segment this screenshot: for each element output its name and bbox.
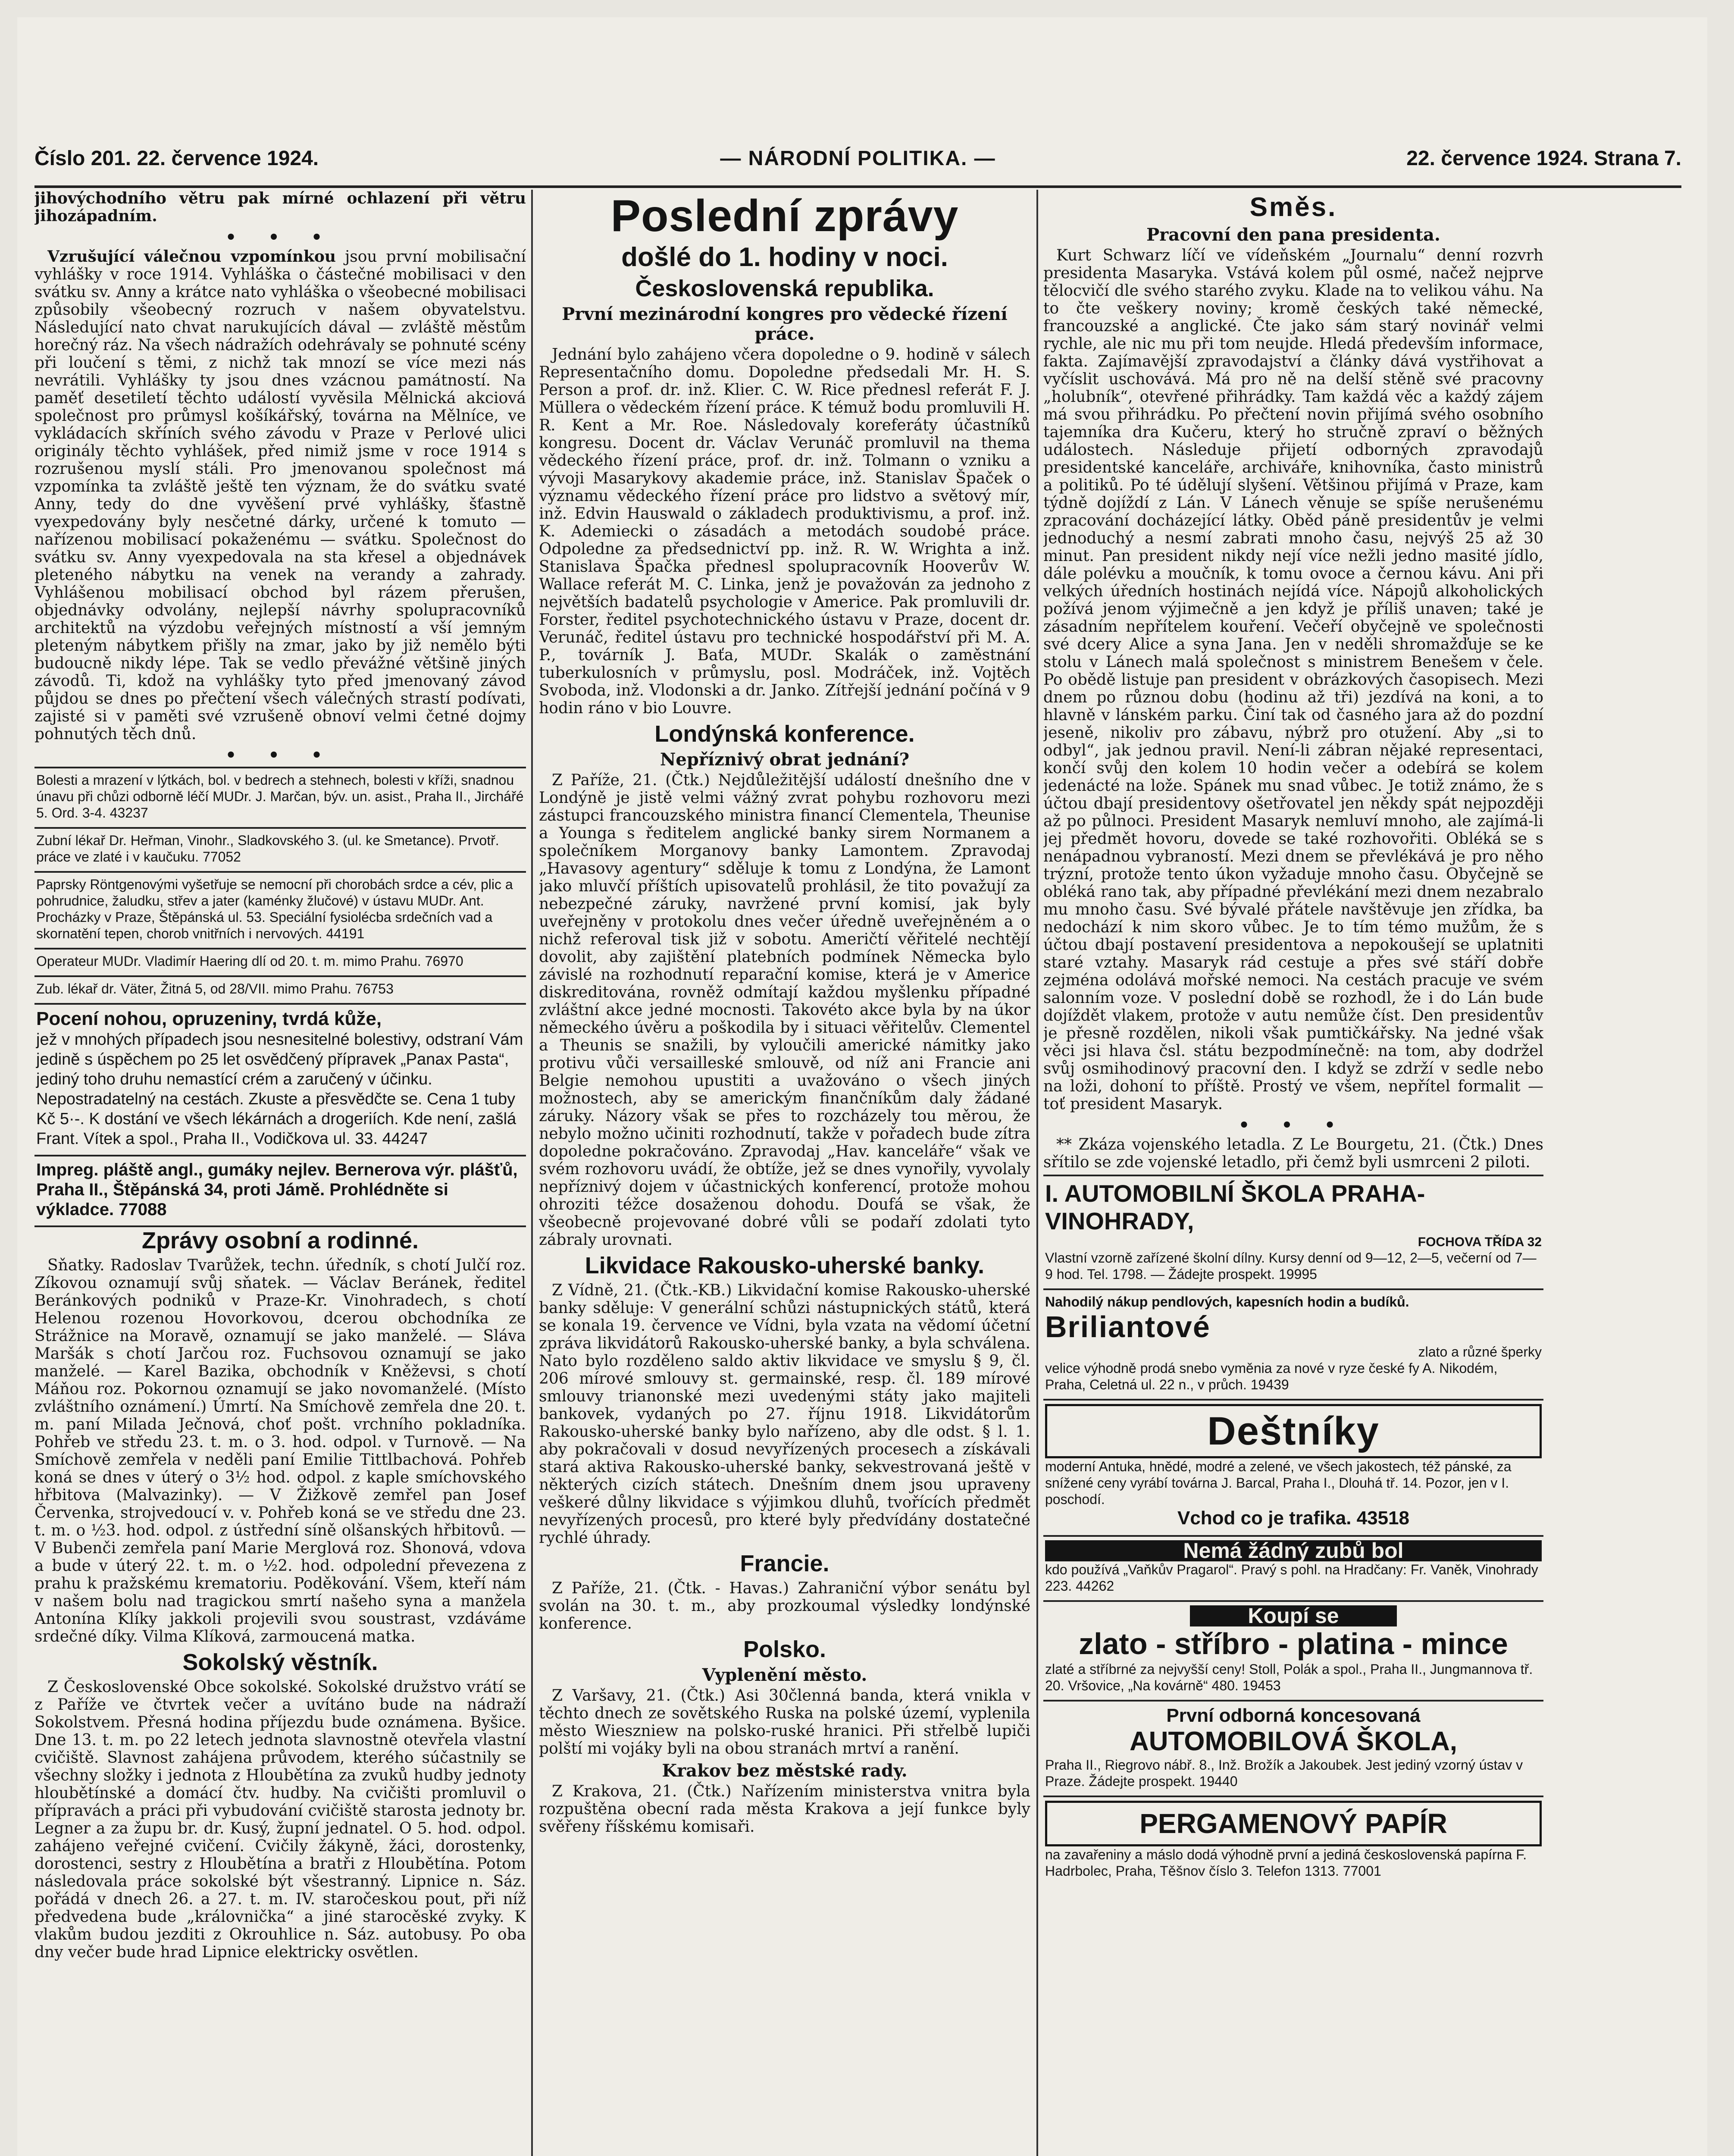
ad-brozik-school: První odborná koncesovaná AUTOMOBILOVÁ ŠKOLA, Praha II., Riegrovo nábř. 8., Inž. Brožík a Jakoubek. Jest jediný vzorný ústav v Praze. Žádejte prospekt. 19440: [1043, 1700, 1543, 1793]
london-subheading: Nepříznivý obrat jednání?: [660, 749, 910, 770]
ad-stoll-polak: Koupí se zlato - stříbro - platina - mince zlaté a stříbrné za nejvyšší ceny! Stoll, Polák a spol., Praha II., Jungmannova tř. 20. Vršovice, „Na kovárně“ 480. 19453: [1043, 1600, 1543, 1697]
latest-news-heading: Poslední zprávy: [610, 191, 959, 241]
ad-haering: Operateur MUDr. Vladimír Haering dlí od 20. t. m. mimo Prahu. 76970: [34, 948, 526, 973]
ad-heřman: Zubní lékař Dr. Heřman, Vinohr., Sladkovského 3. (ul. ke Smetance). Prvotř. práce ve zlaté i v kaučuku. 77052: [34, 827, 526, 868]
memory-text: jsou první mobilisační vyhlášky v roce 1914. Vyhláška o částečné mobilisaci v den svátku sv. Anny a krátce nato vyhláška o všeobecné mobilisaci způsobily všeobecný rozruch v našem obyvatelstvu. Následující nato chvat narukujících dával — zvláště městům horečný ráz. Na všech nádražích odehrávaly se pohnuté scény při loučení s těmi, z nichž tak mnozí se více mezi nás nevrátili. Vyhlášky ty jsou dnes vzácnou památností. Na paměť desetiletí těchto událostí vyvěsila Mělnická akciová společnost pro průmysl košíkářský, továrna na Mělníce, ve vykládacích skříních svého závodu v Praze v Perlové ulici originály těchto vyhlášek, před nimiž jsme v roce 1914 s rozrušenou myslí stáli. Pro jmenovanou společnost má vzpomínka ta zvláště ještě ten význam, že do svátku svaté Anny, tedy do dne vyvěšení prvé vyhlášky, šťastně vyexpedovány byly nesčetné dárky, určené k tomuto — nařízenou mobilisací pokaženému — svátku. Společnost do svátku sv. Anny vyexpedovala na sta křesel a objednávek pleteného nábytku na venek na verandy a zahrady. Vyhlášenou mobilisací obchod byl rázem přerušen, objednávky odvolány, nejlepší návrhy spolupracovníků architektů na výzdobu veřejných místností a vší jemným pleteným nábytkem přišly na zmar, jako by již nemělo býti budoucně nikdy lépe. Tak se vedlo převážné většině jiných závodů. Ti, kdož na vyhlášky tyto před jmenovaný závod půjdou se dnes po přečtení všech válečných strastí podívati, zajisté si v paměti své vzrušeně obnoví velmi četné dojmy pohnutých těch dnů.: [34, 248, 526, 743]
personal-heading: Zprávy osobní a rodinné.: [34, 1225, 526, 1254]
date-page: 22. července 1924. Strana 7.: [1406, 147, 1681, 170]
newspaper-page: [17, 17, 1707, 2156]
president-text: Kurt Schwarz líčí ve vídeňském „Journalu“ denní rozvrh presidenta Masaryka. Vstává kolem půl osmé, načež nejprve tělocvičí dle svého starého zvyku. Klade na to velikou váhu. Na to čte veškery noviny; kromě českých také německé, francouzské a anglické. Čte jako sám starý novinář velmi rychle, ale nic mu při tom neujde. Hledá především informace, fakta. Zajímavější zpravodajství a články dává vystřihovat a vyčíslit uschovává. Má pro ně na delší stěně své pracovny „holubník“, otevřené přihrádky. Tam každá věc a každý zájem má svou přihrádku. Po přečtení novin přijímá svého osobního tajemníka dra Kučeru, který ho stručně zpraví o běžných událostech. Následuje přijetí odborných zpravodajů presidentské kanceláře, archiváře, knihovníka, často ministrů a politiků. Po té údělují slyšení. Většinou přijímá v Praze, kam týdně dojíždí z Lán. V Lánech věnuje se spíše nerušenému zpracování docházející látky. Oběd páně presidentův je velmi jednoduchý a nesmí zabrati mnoho času, nejvýš 25 až 30 minut. Pan president nikdy nejí více nežli jedno masité jídlo, dále polévku a moučník, k tomu ovoce a černou kávu. Ani při velkých úředních hostinách nejídá více. Nápojů alkoholických požívá jenom výjimečně a jen když je příliš unaven; také je zásadním nepřítelem kouření. Večeří obyčejně ve společnosti své dcery Alice a syna Jana. Jen v neděli shromažďuje se ke stolu v Lánech malá společnost s ministrem Benešem v čele. Po obědě listuje pan president v obrázkových časopisech. Mezi dnem po různou dobu (hodinu až tři) jezdívá na koni, a to hlavně v lánském parku. Činí tak od časného jara až do pozdní jeseně, nikoliv pro zábavu, nýbrž pro otužení. Aby „si to odbyl“, jak jednou pravil. Není-li zábran nějaké representaci, končí svůj den kolem 10 hodin večer a odebírá se kolem jedenácté na lože. Spánek mu snad vůbec. Je totiž známo, že s účtou dbají presidentovy ošetřovatel jen někdy spát nejpozději až po půlnoci. President Masaryk nemluví mnoho, ale zajímá-li jej předmět hovoru, dovede se také rozhovořiti. Obléká se s nenápadnou vybraností. Mezi dnem se převlékává je pro něho trýzní, protože tento úkon vyžaduje mnoho času. Obyčejně se obléká rano tak, aby případné převlékání mezi dnem nezabralo mu mnoho času. Své bývalé přátele navštěvuje jen zřídka, ba nedochází k nim skoro vůbec. Je to tím témo mužům, že s účtou dbají postavení presidentova a nepokoušejí se uplatniti staré vztahy. Masaryk rád cestuje a přes své stáří dobře zejména odolává mořské nemoci. Na cestách pracuje ve svém salonním voze. V poslední době se rozhodl, že i do Lán bude dojíždět vlakem, protože v autu nemůže číst. Den presidentův je přesně rozdělen, nikoli však pumtičkářsky. Na jedné však věci jsi hlava čsl. státu bezpodmínečně: na tom, aby dodržel svůj osmihodinový pracovní den. I když se zdrží v sedle nebo na loži, dohoní to příště. Prostý ve všem, nepřítel formalit — toť president Masaryk.: [1043, 247, 1543, 1113]
column-3: [1043, 190, 1543, 2156]
ad-pragarol: Nemá žádný zubů bol kdo používá „Vaňkův Pragarol“. Pravý s pohl. na Hradčany: Fr. Vaněk, Vinohrady 223. 44262: [1043, 1535, 1543, 1598]
memory-lead: Vzrušující válečnou vzpomínkou: [47, 248, 336, 266]
cs-republic-heading: Československá republika.: [635, 276, 934, 301]
separator-dots: • • •: [1238, 1115, 1349, 1135]
smes-heading: Směs.: [1249, 192, 1337, 222]
masthead: [34, 147, 1681, 188]
poland-heading: Polsko.: [743, 1636, 826, 1662]
ad-berner: Impreg. pláště angl., gumáky nejlev. Bernerova výr. plášťů, Praha II., Štěpánská 34, proti Jámě. Prohlédněte si výkladce. 77088: [34, 1155, 526, 1223]
ad-automobile-school: I. AUTOMOBILNÍ ŠKOLA PRAHA-VINOHRADY, FOCHOVA TŘÍDA 32 Vlastní vzorně zařízené školní dílny. Kursy denní od 9—12, 2—5, večerní od 7—9 hod. Tel. 1798. — Žádejte prospekt. 19995: [1043, 1175, 1543, 1286]
krakow-subheading: Krakov bez městské rady.: [662, 1761, 908, 1781]
ad-nikodem: Nahodilý nákup pendlových, kapesních hodin a budíků. Briliantové zlato a různé šperky velice výhodně prodá snebo vyměnia za nové v ryze české fy A. Nikodém, Praha, Celetná ul. 22 n., v průch. 19439: [1043, 1288, 1543, 1396]
congress-heading: První mezinárodní kongres pro vědecké řízení práce.: [562, 304, 1008, 344]
column-1: [34, 190, 526, 2156]
memory-article: [34, 248, 526, 743]
newspaper-title: — NÁRODNÍ POLITIKA. —: [720, 147, 996, 170]
president-heading: Pracovní den pana presidenta.: [1146, 225, 1440, 245]
ad-hadrbolec: PERGAMENOVÝ PAPÍR na zavařeniny a máslo dodá výhodně první a jediná československá papírna F. Hadrbolec, Praha, Těšnov číslo 3. Telefon 1313. 77001: [1043, 1796, 1543, 1883]
issue-number: Číslo 201. 22. července 1924.: [34, 147, 319, 170]
liquidation-text: Z Vídně, 21. (Čtk.-KB.) Likvidační komise Rakousko-uherské banky sděluje: V generální schůzi nástupnických států, která se konala 19. července ve Vídni, byla vzata na vědomí účetní zpráva likvidátorů Rakousko-uherské banky, a byla schválena. Nato bylo rozděleno saldo aktiv likvidace ve smyslu § 9, čl. 206 mírové smlouvy st. germainské, resp. čl. 189 mírové smlouvy trianonské mezi uvedenými státy jako majiteli bankovek, vydaných po 27. říjnu 1918. Likvidátorům Rakousko-uherské banky bylo nařízeno, aby dle odst. § l. 1. aby pokračovali v dosud nevyřízených procesech a získávali stará aktiva Rakousko-uherské banky, sekvestrovaná ještě v některých cizích státech. Dnešním dnem jsou upraveny veškeré důlny likvidace s výjimkou dluhů, tvořících předmět nevyřízených procesů, pro které byly předvídány dostatečné rychlé úhrady.: [539, 1282, 1030, 1547]
separator-dots: • • •: [225, 227, 335, 248]
weather-tail: jihovýchodního větru pak mírné ochlazení při větru jihozápadním.: [34, 190, 526, 225]
crash-text: ** Zkáza vojenského letadla. Z Le Bourgetu, 21. (Čtk.) Dnes sřítilo se zde vojenské letadlo, při čemž byli usmrceni 2 piloti.: [1043, 1136, 1543, 1171]
ad-panax-pasta: Pocení nohou, opruzeniny, tvrdá kůže, jež v mnohých případech jsou nesnesitelné bolestivy, odstraní Vám jedině s úspěchem po 25 let osvědčený přípravek „Panax Pasta“, jediný toho druhu nemastící crém a zaručený v účinku. Nepostradatelný na cestách. Zkuste a přesvědčte se. Cena 1 tuby Kč 5·-. K dostání ve všech lékárnách a drogeriích. Kde není, zašlá Frant. Vítek a spol., Praha II., Vodičkova ul. 33. 44247: [34, 1003, 526, 1152]
ad-rontgen: Paprsky Röntgenovými vyšetřuje se nemocní při chorobách srdce a cév, plic a pohrudnice, žaludku, střev a jater (kaménky žlučové) v ústavu MUDr. Ant. Procházky v Praze, Štěpánská ul. 53. Speciální fysiolécba srdečních vad a skornatění tepen, chorob vnitřních i nervových. 44191: [34, 871, 526, 945]
column-rule: [531, 190, 533, 2156]
column-2: [539, 190, 1030, 2156]
congress-text: Jednání bylo zahájeno včera dopoledne o 9. hodině v sálech Representačního domu. Dopoledne předsedali Mr. H. S. Person a prof. dr. inž. Klier. C. W. Rice přednesl referát F. J. Müllera o vědeckém řízení práce. K témuž bodu promluvili H. R. Kent a Mr. Roe. Následovaly koreferáty účastníků kongresu. Docent dr. Václav Verunáč promluvil na thema vědeckého řízení práce, prof. dr. inž. Tolmann o vzniku a vývoji Masarykovy akademie práce, inž. Stanislav Špaček o významu vědeckého řízení práce pro lidstvo a světový mír, inž. Edvin Hauswald o základech produktivismu, a prof. inž. K. Ademiecki o zásadách a metodách soudobé práce. Odpoledne za předsednictví pp. inž. R. W. Wrighta a inž. Stanislava Špačka přednesl spolupracovník Hooverův W. Wallace referát M. C. Linka, jenž je považován za jednoho z největších badatelů psychologie v Americe. Pak promluvili dr. Forster, ředitel psychotechnického ústavu v Praze, docent dr. Verunáč, ředitel ústavu pro technické hospodářství při M. A. P., továrník J. Baťa, MUDr. Skalák o zaměstnání tuberkulosních v průmyslu, posl. Modráček, inž. Vojtěch Svoboda, inž. Vlodonski a dr. Janko. Zítřejší jednání počíná v 9 hodin ráno v bio Louvre.: [539, 346, 1030, 717]
poland-subheading: Vyplenění město.: [702, 1665, 867, 1685]
france-text: Z Paříže, 21. (Čtk. - Havas.) Zahraniční výbor senátu byl svolán na 30. t. m., aby prozkoumal výsledky londýnské konference.: [539, 1579, 1030, 1633]
sokol-text: Z Československé Obce sokolské. Sokolské družstvo vrátí se z Paříže ve čtvrtek večer a uvítáno bude na nádraží Sokolstvem. Přesná hodina příjezdu bude oznámena. Byšice. Dne 13. t. m. po 22 letech jednota slavnostně otevřela vlastní cvičiště. Slavnost zahájena průvodem, kterého súčastnily se všechny složky i jednota z Hloubětína za zvuků hudby jednoty hloubětínské a domácí čtv. hudby. Na cvičišti promluvil o přípravách a práci při vybudování cvičiště starosta jednoty br. Legner a za župu br. dr. Kusý, župní jednatel. O 5. hod. odpol. zahájeno veřejné cvičení. Cvičily žákyně, žáci, dorostenky, dorostenci, sestry z Hloubětína a bratři z Hloubětína. Potom následovala práce sokolské být všestranný. Lipnice n. Sáz. pořádá v dnech 26. a 27. t. m. IV. staročeskou pout, při níž předvedena bude „královnička“ a jiné starocěské zvyky. K vlakům budou jezditi z Okrouhlice n. Sáz. autobusy. Po oba dny večer bude hrad Lipnice elektricky osvětlen.: [34, 1678, 526, 1961]
london-text: Z Paříže, 21. (Čtk.) Nejdůležitější událostí dnešního dne v Londýně je jistě velmi vážný zvrat pohybu rozhovoru mezi zástupci francouzského ministra financí Clementela, Theunise a Younga s ředitelem anglické banky sirem Normanem a společníkem Morganovy banky Lamontem. Zpravodaj „Havasovy agentury“ sděluje k tomu z Londýna, že Lamont jako mluvčí příštích upisovatelů prohlásil, že tito považují za nebezpečné záruky, navržené první komisí, jak byly uveřejněny v protokolu dnes večer úředně uveřejněném a o nichž referoval tisk již v sobotu. Američtí věřitelé nechtějí dovolit, aby zajištění platebních podmínek Německa bylo závislé na rozhodnutí reparační komise, která je v Americe diskreditována, rovněž odmítají každou myšlenku případné zvláštní akce jedné mocnosti. Takovéto akce byla by na úkor německého úvěru a poškodila by i situaci věřitelův. Clementel a Theunis se snažili, by vyloučili americké námitky jako protivu vůči versailleské smlouvě, od níž ani Francie ani Belgie nemohou upustiti a uvažováno o všech jiných možnostech, aby se americkým finančníkům daly žádané záruky. Názory však se přes to rozcházely tou měrou, že nebylo možno učiniti rozhodnutí, takže v pořadech bude zítra dopoledne pokračováno. Zpravodaj „Hav. kanceláře“ však ve svém rozhovoru uvádí, že obtíže, jež se dnes vynořily, vyvolaly nepříznivý dojem v účastnických konferencí, protože mohou ohroziti téžce dosaženou dohodu. Doufá se však, že všeobecně projevované dobré vůli se podaří zdolati tyto zábraly urovnati.: [539, 771, 1030, 1249]
london-heading: Londýnská konference.: [654, 721, 915, 747]
ad-marcan: Bolesti a mrazení v lýtkách, bol. v bedrech a stehnech, bolesti v kříži, snadnou únavu při chůzi odborně léčí MUDr. J. Marčan, býv. un. asist., Praha II., Jirchářé 5. Ord. 3-4. 43237: [34, 767, 526, 824]
ad-barcal-umbrellas: Deštníky moderní Antuka, hnědé, modré a zelené, ve všech jakostech, též pánské, za snížené ceny vyrábí továrna J. Barcal, Praha I., Dlouhá tř. 14. Pozor, jen v I. poschodí. Vchod co je trafika. 43518: [1043, 1399, 1543, 1532]
separator-dots: • • •: [225, 745, 335, 765]
poland-text: Z Varšavy, 21. (Čtk.) Asi 30členná banda, která vnikla v těchto dnech ze sovětského Ruska na polské území, vyplenila město Wieszniew na polsko-ruské hranici. Při střelbě lupiči polští mi vojáky byli na obou stranách mrtví a ranění.: [539, 1687, 1030, 1758]
latest-news-subheading: došlé do 1. hodiny v noci.: [621, 242, 948, 272]
liquidation-heading: Likvidace Rakousko-uherské banky.: [585, 1253, 985, 1279]
krakow-text: Z Krakova, 21. (Čtk.) Nařízením ministerstva vnitra byla rozpuštěna obecní rada města Krakova a její funkce byly svěřeny říšskému komisaři.: [539, 1783, 1030, 1836]
ad-vater: Zub. lékař dr. Väter, Žitná 5, od 28/VII. mimo Prahu. 76753: [34, 975, 526, 1000]
personal-text: Sňatky. Radoslav Tvarůžek, techn. úředník, s chotí Julčí roz. Zíkovou oznamují svůj sňatek. — Václav Beránek, ředitel Beránkových podniků v Praze-Kr. Vinohradech, s chotí Helenou rozenou Hovorkovou, dcerou obchodníka ze Strážnice na Moravě, oznamují se jako manželé. — Sláva Maršák s chotí Jarčou roz. Fuchsovou oznamují se jako manželé. — Karel Bazika, obchodník v Kněževsi, s chotí Máňou roz. Pokornou oznamují se jako novomanželé. (Místo zvláštního oznámení.) Úmrtí. Na Smíchově zemřela dne 20. t. m. paní Milada Ječnová, choť pošt. vrchního pokladníka. Pohřeb ve středu 23. t. m. o 3. hod. odpol. v Turnově. — Na Smíchově zemřela v neděli paní Emilie Tittlbachová. Pohřeb koná se dnes v úterý o 3½ hod. odpol. z kaple smíchovského hřbitova (Malvazinky). — V Žižkově zemřel pan Josef Červenka, strojvedoucí v. v. Pohřeb koná se ve středu dne 23. t. m. o ½3. hod. odpol. z ústřední síně olšanských hřbitovů. — V Bubenči zemřela paní Marie Merglová roz. Shonová, vdova a bude v úterý 22. t. m. o ½2. hod. odpolední převezena z prahu k pražskému krematoriu. Poděkování. Všem, kteří nám v našem bolu nad tragickou smrtí našeho syna a manžela Antonína Klíky jakkoli projevili svou soustrast, vzdáváme srdečné díky. Vilma Klíková, zarmoucená matka.: [34, 1257, 526, 1645]
france-heading: Francie.: [740, 1551, 829, 1576]
column-rule: [1036, 190, 1038, 2156]
sokol-heading: Sokolský věstník.: [182, 1649, 378, 1675]
